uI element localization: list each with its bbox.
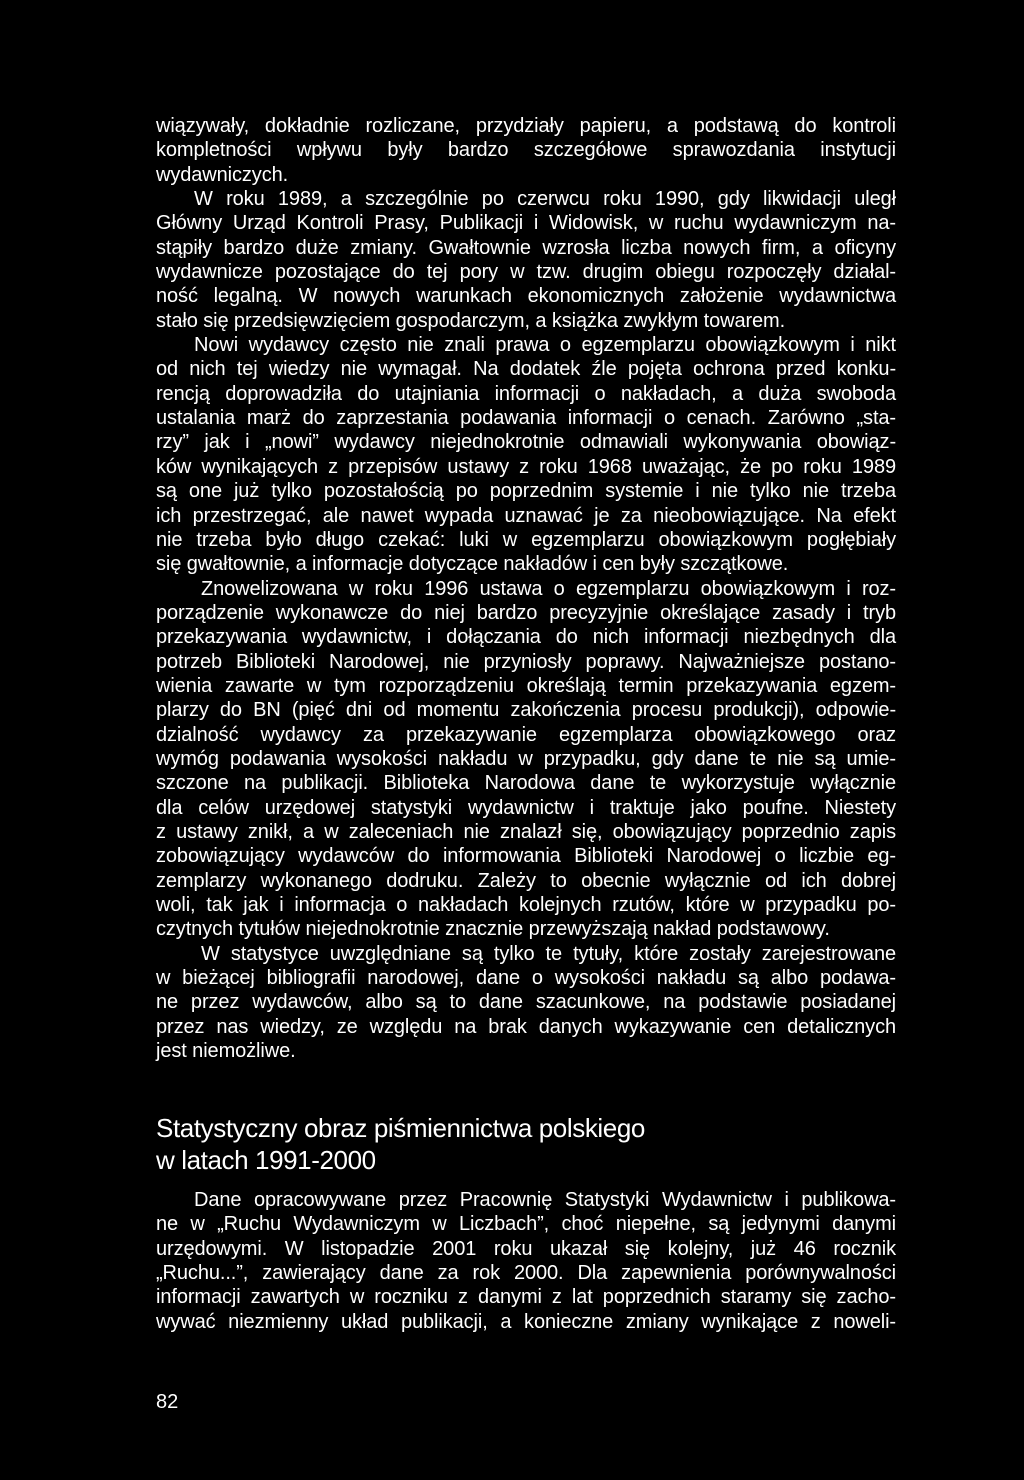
text-line: porządzenie wykonawcze do niej bardzo precyzyjnie określające zasady i tryb [156,601,896,624]
text-line: przez nas wiedzy, ze względu na brak danych wykazywanie cen detalicznych [156,1015,896,1038]
text-line: się gwałtownie, a informacje dotyczące nakładów i cen były szczątkowe. [156,553,789,576]
text-line: w bieżącej bibliografii narodowej, dane o wysokości nakładu są albo podawa- [156,967,896,990]
text-line: Główny Urząd Kontroli Prasy, Publikacji i Widowisk, w ruchu wydawniczym na- [156,212,896,235]
text-line: plarzy do BN (pięć dni od momentu zakończenia procesu produkcji), odpowie- [156,699,896,722]
text-line: W statystyce uwzględniane są tylko te tytuły, które zostały zarejestrowane [201,942,896,965]
text-line: ków wynikających z przepisów ustawy z roku 1968 uważając, że po roku 1989 [156,455,896,478]
text-line: stąpiły bardzo duże zmiany. Gwałtownie wzrosła liczba nowych firm, a oficyny [156,236,896,259]
text-line: ustalania marż do zaprzestania podawania informacji o cenach. Zarówno „sta- [156,407,896,430]
text-line: wymóg podawania wysokości nakładu w przypadku, gdy dane te nie są umie- [156,747,896,770]
text-line: ich przestrzegać, ale nawet wypada uznawać je za nieobowiązujące. Na efekt [156,504,896,527]
text-line: dla celów urzędowej statystyki wydawnictw i traktuje jako poufne. Niestety [156,796,896,819]
text-line: nie trzeba było długo czekać: luki w egzemplarzu obowiązkowym pogłębiały [156,528,896,551]
text-line: rzy” jak i „nowi” wydawcy niejednokrotnie odmawiali wykonywania obowiąz- [156,431,896,454]
text-line: zemplarzy wykonanego dodruku. Zależy to obecnie wyłącznie od ich dobrej [156,869,896,892]
text-line: wiązywały, dokładnie rozliczane, przydziały papieru, a podstawą do kontroli [156,115,896,137]
text-line: są one już tylko pozostałością po poprzednim systemie i nie tylko nie trzeba [156,480,896,503]
text-line: dzialność wydawcy za przekazywanie egzemplarza obowiązkowego oraz [156,723,896,746]
section-heading-line: w latach 1991-2000 [156,1145,376,1175]
text-line: przekazywania wydawnictw, i dołączania do nich informacji niezbędnych dla [156,626,896,649]
text-line: potrzeb Biblioteki Narodowej, nie przyniosły poprawy. Najważniejsze postano- [156,650,896,673]
page-number: 82 [156,1391,179,1413]
text-line: ność legalną. W nowych warunkach ekonomicznych założenie wydawnictwa [156,285,896,308]
section-heading-line: Statystyczny obraz piśmiennictwa polskiego [156,1113,645,1143]
text-line: woli, tak jak i informacja o nakładach kolejnych rzutów, które w przypadku po- [156,894,896,916]
text-line: ne przez wydawców, albo są to dane szacunkowe, na podstawie posiadanej [156,991,896,1014]
body-text [156,114,896,1063]
text-line: Dane opracowywane przez Pracownię Statystyki Wydawnictw i publikowa- [194,1189,896,1211]
section-heading [156,1112,896,1176]
text-line: urzędowymi. W listopadzie 2001 roku ukazał się kolejny, już 46 rocznik [156,1237,896,1260]
text-line: czytnych tytułów niejednokrotnie znacznie przewyższają nakład podstawowy. [156,918,830,941]
text-line: W roku 1989, a szczególnie po czerwcu roku 1990, gdy likwidacji uległ [194,188,896,211]
text-line: stało się przedsięwzięciem gospodarczym, a książka zwykłym towarem. [156,309,786,332]
text-line: jest niemożliwe. [156,1040,296,1063]
section-body-text [156,1188,896,1334]
text-line: od nich tej wiedzy nie wymagał. Na dodatek źle pojęta ochrona przed konku- [156,358,896,381]
text-line: wywać niezmienny układ publikacji, a konieczne zmiany wynikające z noweli- [156,1310,896,1333]
text-line: szczone na publikacji. Biblioteka Narodowa dane te wykorzystuje wyłącznie [156,772,896,795]
text-line: zobowiązujący wydawców do informowania Biblioteki Narodowej o liczbie eg- [156,845,896,868]
text-line: „Ruchu...”, zawierający dane za rok 2000. Dla zapewnienia porównywalności [156,1262,896,1285]
text-line: wienia zawarte w tym rozporządzeniu określają termin przekazywania egzem- [156,674,896,697]
text-line: informacji zawartych w roczniku z danymi z lat poprzednich staramy się zacho- [156,1286,896,1309]
text-line: wydawniczych. [156,163,289,186]
text-line: rencją doprowadziła do utajniania informacji o nakładach, a duża swoboda [156,382,896,405]
text-line: Nowi wydawcy często nie znali prawa o egzemplarzu obowiązkowym i nikt [194,334,896,357]
text-line: kompletności wpływu były bardzo szczegółowe sprawozdania instytucji [156,139,896,162]
text-line: ne w „Ruchu Wydawniczym w Liczbach”, choć niepełne, są jedynymi danymi [156,1213,896,1236]
text-line: Znowelizowana w roku 1996 ustawa o egzemplarzu obowiązkowym i roz- [201,577,896,600]
text-line: z ustawy znikł, a w zaleceniach nie znalazł się, obowiązujący poprzednio zapis [156,820,896,843]
text-line: wydawnicze pozostające do tej pory w tzw. drugim obiegu rozpoczęły działal- [156,261,896,284]
